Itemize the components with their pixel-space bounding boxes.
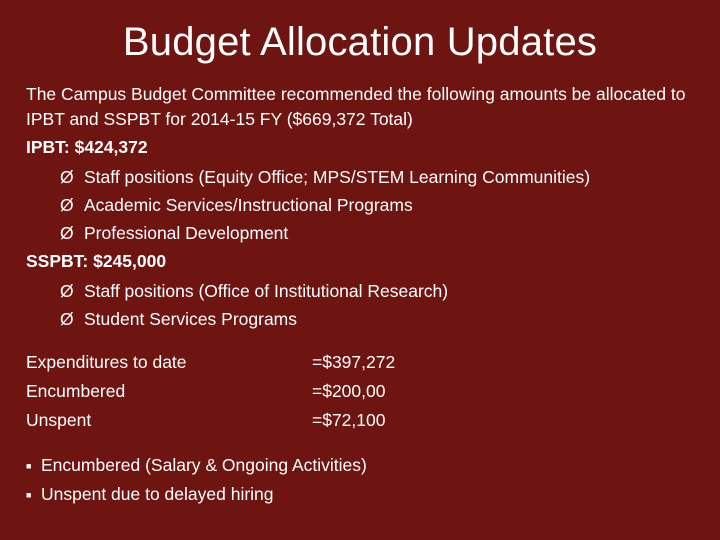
ledger-value-unspent: =$72,100 — [312, 410, 386, 430]
ledger-label-encumbered: Encumbered — [26, 381, 126, 401]
square-bullet-icon: ■ — [26, 490, 32, 500]
list-item-label: Staff positions (Equity Office; MPS/STEM Learning Communities) — [84, 167, 591, 187]
list-item-label: Student Services Programs — [84, 309, 298, 329]
arrow-bullet-icon: Ø — [60, 167, 74, 187]
ledger-value-expenditures: =$397,272 — [312, 352, 396, 372]
list-item-label: Professional Development — [84, 223, 289, 243]
intro-paragraph: The Campus Budget Committee recommended the following amounts be allocated to IPBT and SSPBT for 2014-15 FY ($669,372 Total) — [26, 84, 686, 129]
list-item — [60, 278, 448, 304]
list-item-label: Staff positions (Office of Institutional Research) — [84, 281, 449, 301]
ledger-label-unspent: Unspent — [26, 410, 92, 430]
list-item-label: Academic Services/Instructional Programs — [84, 195, 413, 215]
list-item — [60, 220, 288, 246]
arrow-bullet-icon: Ø — [60, 195, 74, 215]
note-label: Unspent due to delayed hiring — [41, 484, 274, 504]
ledger-label-expenditures: Expenditures to date — [26, 352, 187, 372]
note-label: Encumbered (Salary & Ongoing Activities) — [41, 455, 367, 475]
list-item — [60, 164, 590, 190]
arrow-bullet-icon: Ø — [60, 309, 74, 329]
list-item — [60, 192, 413, 218]
square-bullet-icon: ■ — [26, 461, 32, 471]
ipbt-heading: IPBT: $424,372 — [26, 137, 148, 157]
slide-title: Budget Allocation Updates — [122, 20, 598, 64]
note-item — [26, 452, 367, 479]
ledger-value-encumbered: =$200,00 — [312, 381, 386, 401]
note-item — [26, 481, 274, 508]
arrow-bullet-icon: Ø — [60, 223, 74, 243]
sspbt-heading: SSPBT: $245,000 — [26, 251, 167, 271]
arrow-bullet-icon: Ø — [60, 281, 74, 301]
list-item — [60, 306, 297, 332]
